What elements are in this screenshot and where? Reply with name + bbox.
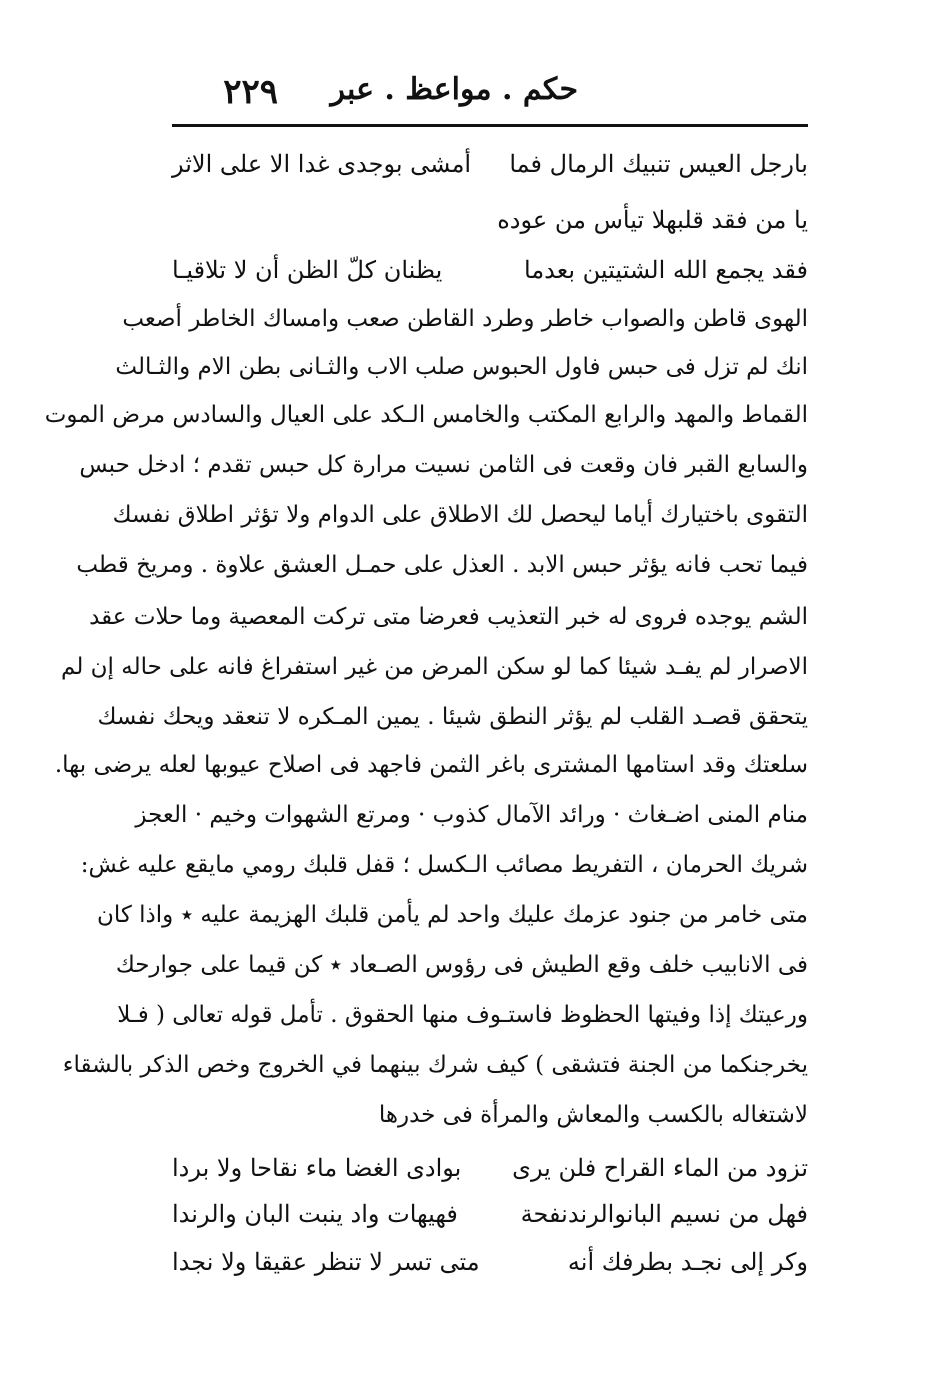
header-rule <box>172 124 808 127</box>
prose-line: والسابع القبر فان وقعت فى الثامن نسيت مرارة كل حبس تقدم ؛ ادخل حبس <box>79 452 808 478</box>
verse-first-hemistich: فهل من نسيم البانوالرندنفحة <box>520 1200 808 1228</box>
prose-line: القماط والمهد والرابع المكتب والخامس الـكد على العيال والسادس مرض الموت <box>44 402 808 428</box>
verse-second-hemistich: متى تسر لا تنظر عقيقا ولا نجدا <box>172 1248 480 1276</box>
prose-line: الشم يوجده فروى له خبر التعذيب فعرضا متى تركت المعصية وما حلات عقد <box>89 604 808 630</box>
prose-line: منام المنى اضـغاث · ورائد الآمال كذوب · ومرتع الشهوات وخيم · العجز <box>135 802 808 828</box>
verse-second-hemistich: يظنان كلّ الظن أن لا تلاقيـا <box>172 256 443 284</box>
page-number: ٢٢٩ <box>223 72 278 112</box>
verse-line <box>172 150 808 194</box>
prose-line: يخرجنكما من الجنة فتشقى ) كيف شرك بينهما في الخروج وخص الذكر بالشقاء <box>62 1052 808 1078</box>
prose-line: متى خامر من جنود عزمك عليك واحد لم يأمن قلبك الهزيمة عليه ٭ واذا كان <box>96 902 808 928</box>
prose-line: الاصرار لم يفـد شيئا كما لو سكن المرض من غير استفراغ فانه على حاله إن لم <box>61 654 808 680</box>
verse-first-hemistich: وكر إلى نجـد بطرفك أنه <box>567 1248 808 1276</box>
verse-first-hemistich: تزود من الماء القراح فلن يرى <box>512 1154 808 1182</box>
verse-second-hemistich: بوادى الغضا ماء نقاحا ولا بردا <box>172 1154 462 1182</box>
verse-line <box>172 1200 808 1244</box>
page-header <box>172 72 808 118</box>
prose-line: سلعتك وقد استامها المشترى باغر الثمن فاجهد فى اصلاح عيوبها لعله يرضى بها. <box>54 752 808 778</box>
verse-first-hemistich: فقد يجمع الله الشتيتين بعدما <box>524 256 808 284</box>
verse-second-hemistich: أمشى بوجدى غدا الا على الاثر <box>172 150 472 178</box>
single-line-text: يا من فقد قلبهلا تيأس من عوده <box>497 206 808 234</box>
prose-line-last: لاشتغاله بالكسب والمعاش والمرأة فى خدرها <box>378 1102 808 1128</box>
prose-line: التقوى باختيارك أياما ليحصل لك الاطلاق على الدوام ولا تؤثر اطلاق نفسك <box>112 502 808 528</box>
prose-line: فى الانابيب خلف وقع الطيش فى رؤوس الصـعاد ٭ كن قيما على جوارحك <box>115 952 808 978</box>
verse-line <box>172 256 808 300</box>
prose-line: شريك الحرمان ، التفريط مصائب الـكسل ؛ قفل قلبك رومي مايقع عليه غش: <box>80 852 808 878</box>
verse-second-hemistich: فهيهات واد ينبت البان والرندا <box>172 1200 458 1228</box>
prose-line: ورعيتك إذا وفيتها الحظوظ فاستـوف منها الحقوق . تأمل قوله تعالى ( فـلا <box>117 1002 808 1028</box>
prose-line: انك لم تزل فى حبس فاول الحبوس صلب الاب والثـانى بطن الام والثـالث <box>115 354 808 380</box>
prose-line: فيما تحب فانه يؤثر حبس الابد . العذل على حمـل العشق علاوة . ومريخ قطب <box>76 552 808 578</box>
verse-first-hemistich: بارجل العيس تنبيك الرمال فما <box>509 150 808 178</box>
prose-line: الهوى قاطن والصواب خاطر وطرد القاطن صعب وامساك الخاطر أصعب <box>122 306 808 332</box>
prose-line: يتحقق قصـد القلب لم يؤثر النطق شيئا . يمين المـكره لا تنعقد ويحك نفسك <box>97 704 808 730</box>
verse-line <box>172 1154 808 1198</box>
running-title: حكم . مواعظ . عبر <box>330 72 578 107</box>
verse-line <box>172 1248 808 1292</box>
